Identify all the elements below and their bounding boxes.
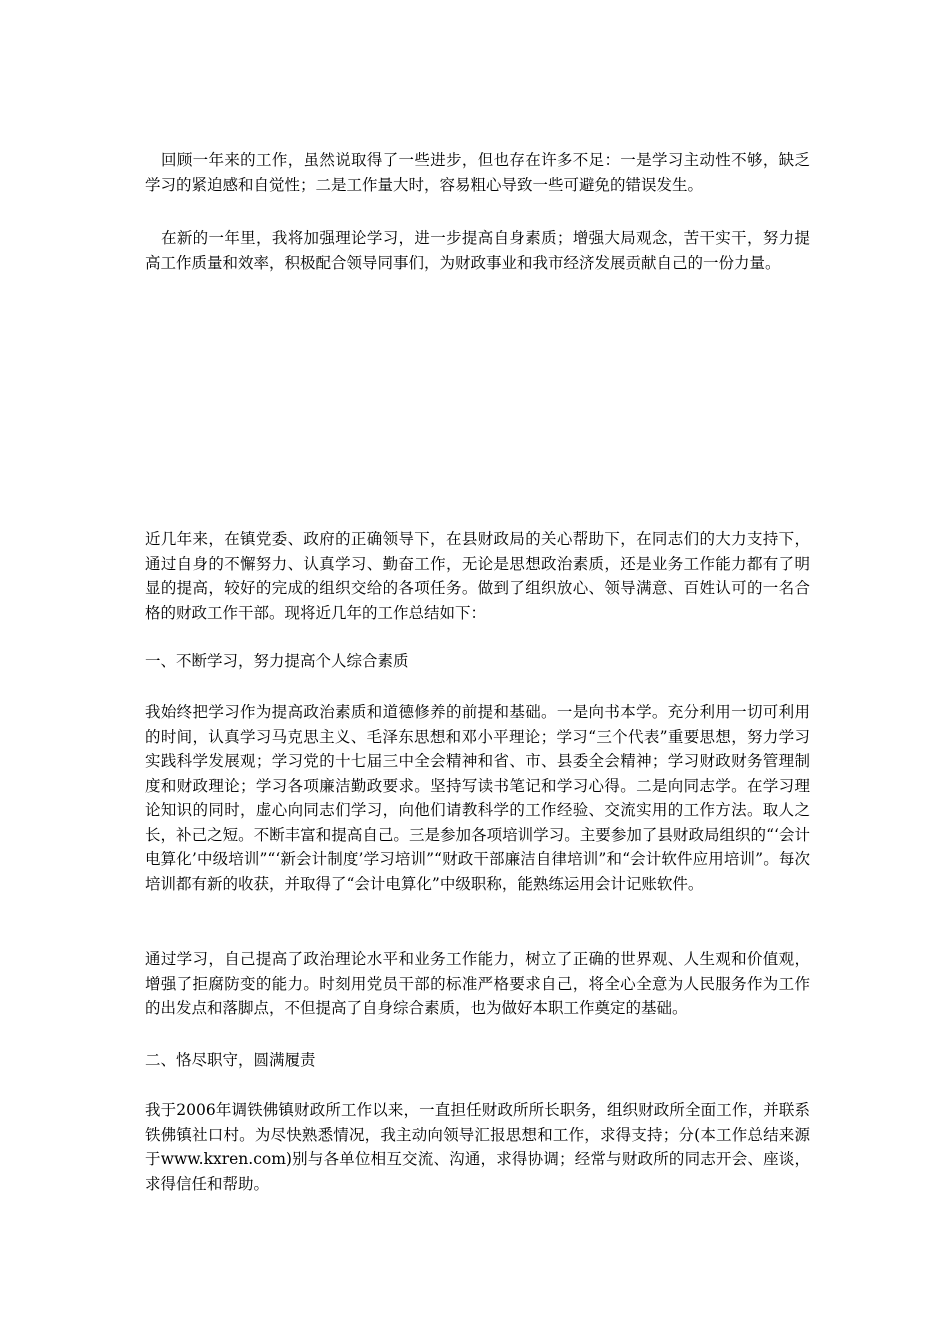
new-year-plan-paragraph: 在新的一年里，我将加强理论学习，进一步提高自身素质；增强大局观念，苦干实干，努力提高工作质量和效率，积极配合领导同事们，为财政事业和我市经济发展贡献自己的一份力量。 — [145, 229, 810, 272]
section-2-paragraph-1: 我于2006年调铁佛镇财政所工作以来，一直担任财政所所长职务，组织财政所全面工作，并联系铁佛镇社口村。为尽快熟悉情况，我主动向领导汇报思想和工作，求得支持；分(本工作总结来源于www.kxren.com)别与各单位相互交流、沟通，求得协调；经常与财政所的同志开会、座谈，求得信任和帮助。 — [145, 1101, 810, 1193]
section-1-paragraph-1: 我始终把学习作为提高政治素质和道德修养的前提和基础。一是向书本学。充分利用一切可利用的时间，认真学习马克思主义、毛泽东思想和邓小平理论；学习“三个代表”重要思想，努力学习实践科学发展观；学习党的十七届三中全会精神和省、市、县委全会精神；学习财政财务管理制度和财政理论；学习各项廉洁勤政要求。坚持写读书笔记和学习心得。二是向同志学。在学习理论知识的同时，虚心向同志们学习，向他们请教科学的工作经验、交流实用的工作方法。取人之长，补己之短。不断丰富和提高自己。三是参加各项培训学习。主要参加了县财政局组织的“‘会计电算化’中级培训”“‘新会计制度’学习培训”“财政干部廉洁自律培训”和“会计软件应用培训”。每次培训都有新的收获，并取得了“会计电算化”中级职称，能熟练运用会计记账软件。 — [145, 703, 810, 893]
intro-paragraph: 近几年来，在镇党委、政府的正确领导下，在县财政局的关心帮助下，在同志们的大力支持下，通过自身的不懈努力、认真学习、勤奋工作，无论是思想政治素质，还是业务工作能力都有了明显的提高，较好的完成的组织交给的各项任务。做到了组织放心、领导满意、百姓认可的一名合格的财政工作干部。现将近几年的工作总结如下： — [145, 530, 810, 622]
review-paragraph: 回顾一年来的工作，虽然说取得了一些进步，但也存在许多不足：一是学习主动性不够，缺乏学习的紧迫感和自觉性；二是工作量大时，容易粗心导致一些可避免的错误发生。 — [145, 151, 810, 194]
section-1-heading: 一、不断学习，努力提高个人综合素质 — [145, 652, 409, 670]
section-2-heading: 二、恪尽职守，圆满履责 — [145, 1051, 316, 1069]
section-1-paragraph-2: 通过学习，自己提高了政治理论水平和业务工作能力，树立了正确的世界观、人生观和价值观，增强了拒腐防变的能力。时刻用党员干部的标准严格要求自己，将全心全意为人民服务作为工作的出发点和落脚点，不但提高了自身综合素质，也为做好本职工作奠定的基础。 — [145, 950, 810, 1017]
